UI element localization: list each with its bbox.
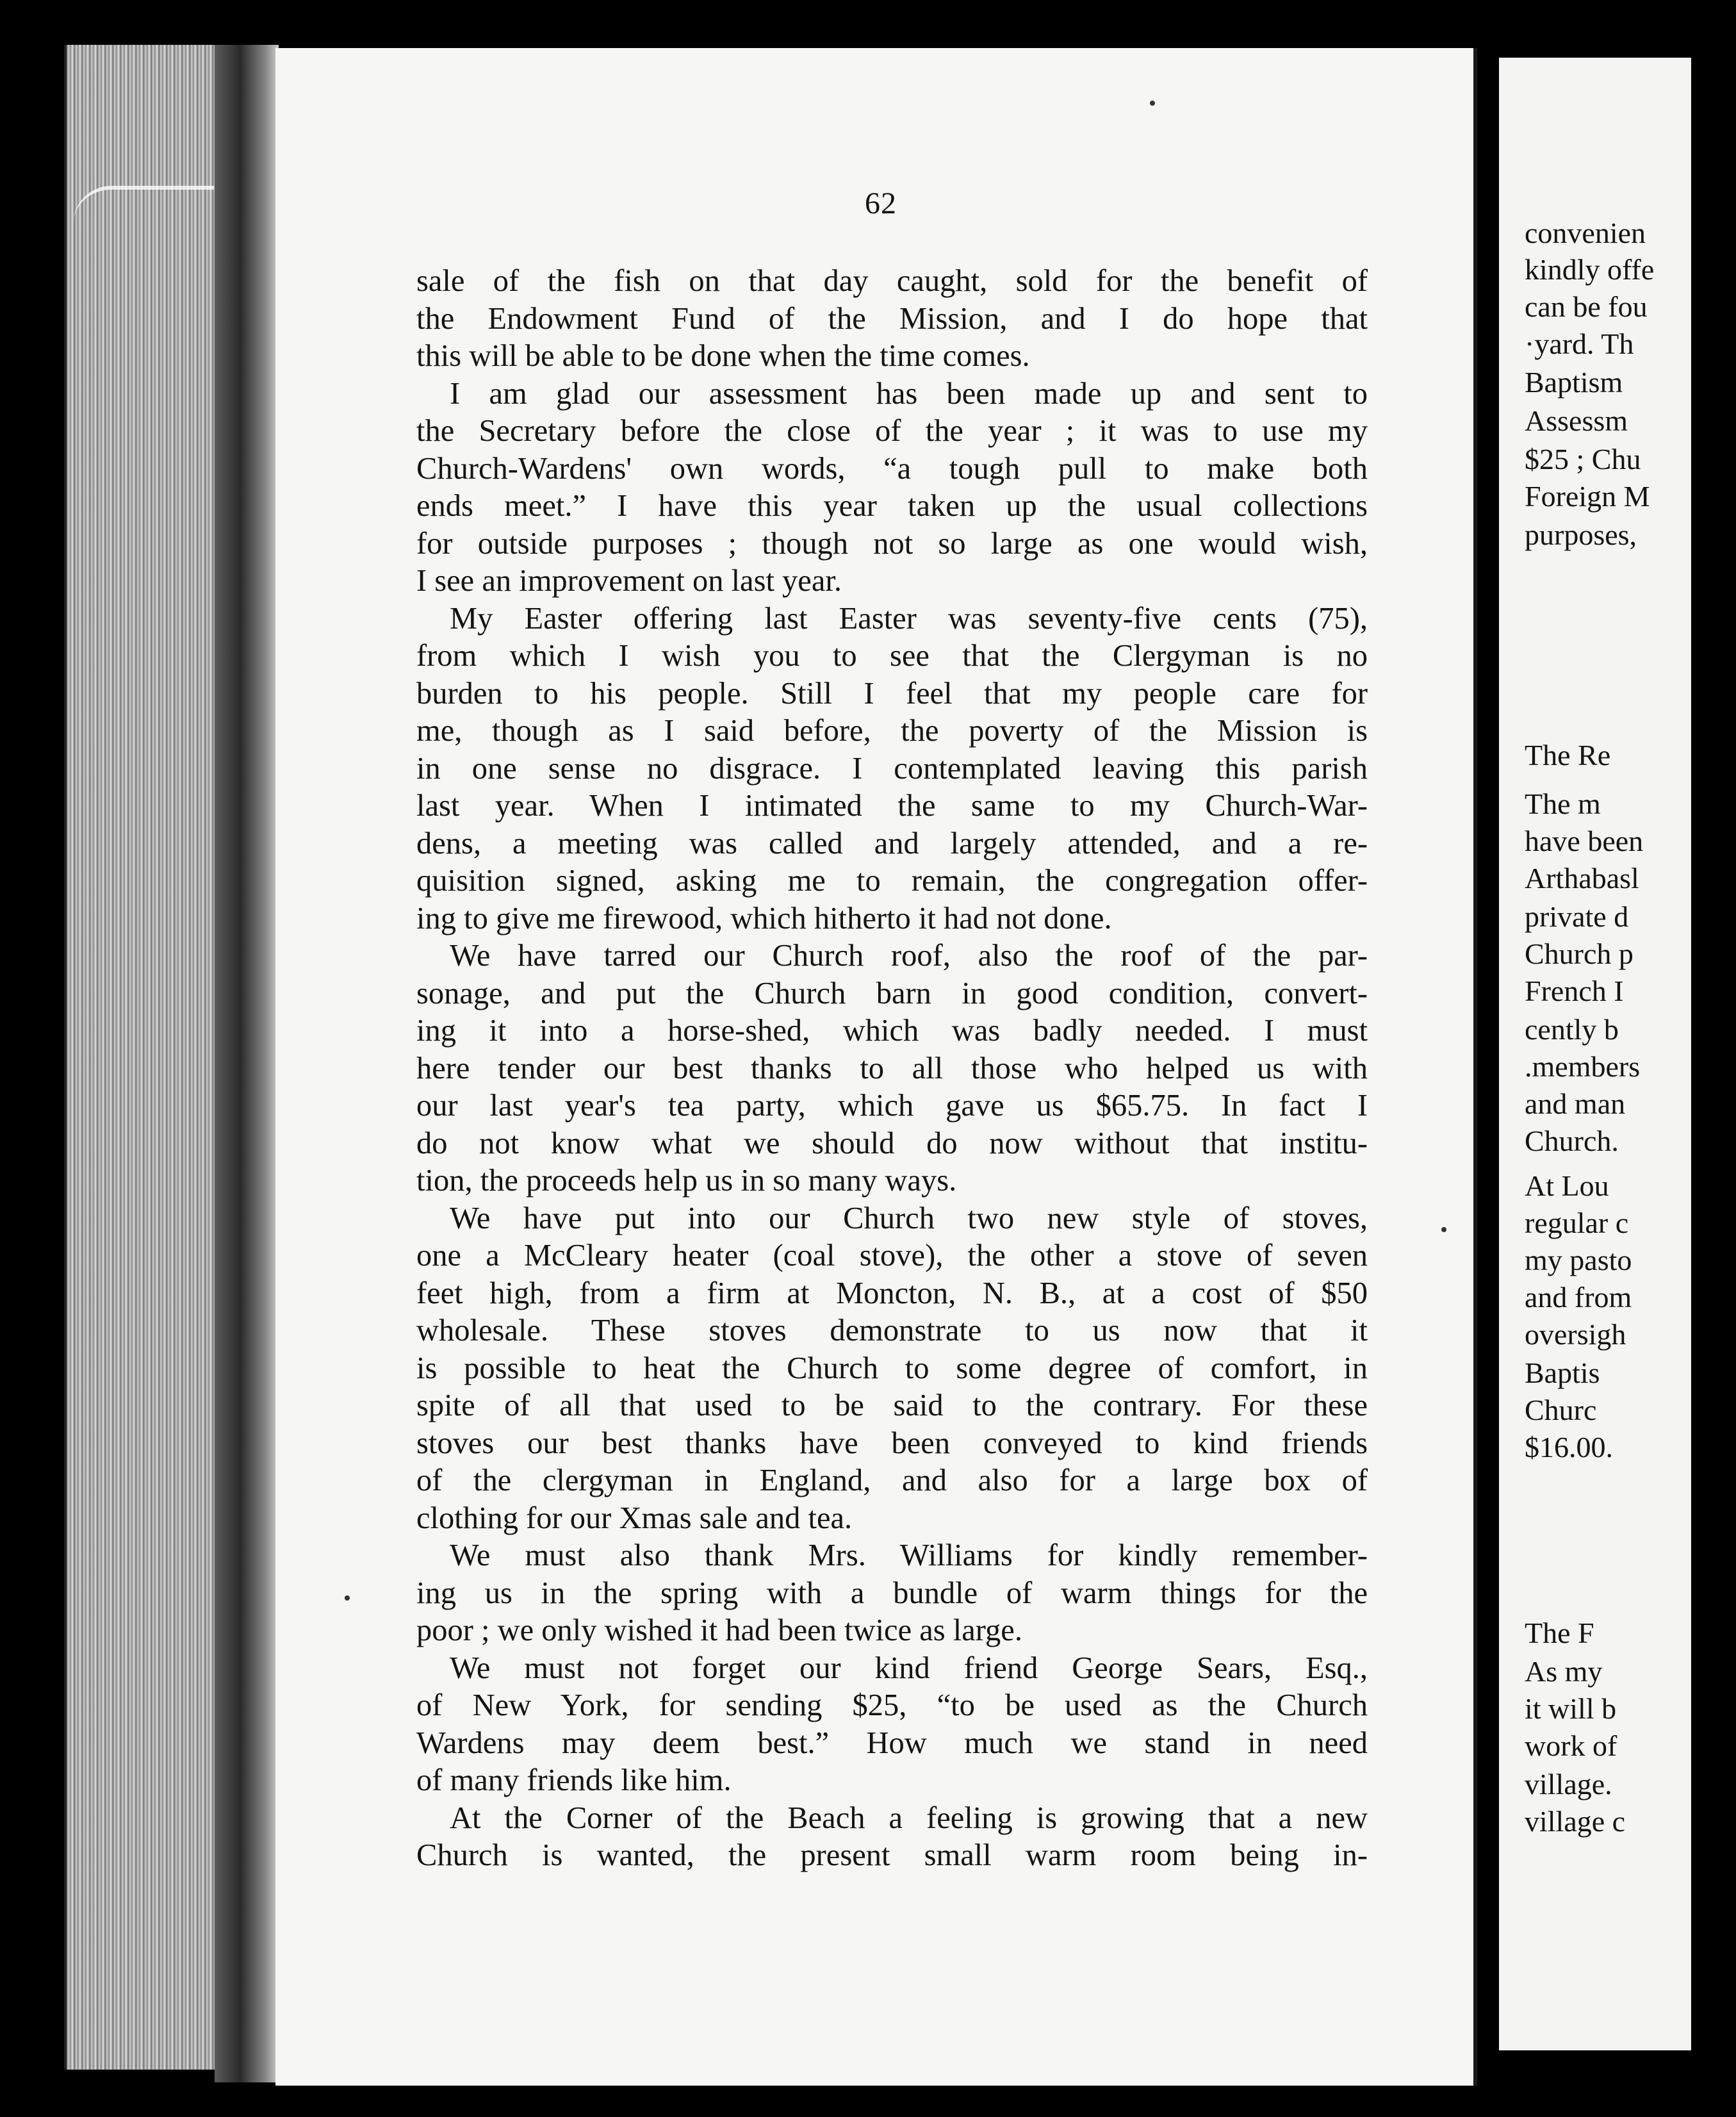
facing-page-line: can be fou bbox=[1525, 290, 1648, 323]
paragraph bbox=[416, 1537, 1368, 1650]
text-line: We have put into our Church two new style of stoves, bbox=[450, 1201, 1368, 1235]
paragraph bbox=[416, 1800, 1368, 1875]
text-line: of New York, for sending $25, “to be used as the Church bbox=[416, 1688, 1368, 1722]
page-number: 62 bbox=[865, 186, 897, 220]
text-line: of many friends like him. bbox=[416, 1763, 732, 1797]
text-line: dens, a meeting was called and largely attended, and a re- bbox=[416, 826, 1368, 861]
text-line: ing it into a horse-shed, which was badly needed. I must bbox=[416, 1014, 1368, 1048]
text-line: wholesale. These stoves demonstrate to us now that it bbox=[416, 1314, 1368, 1347]
text-line: ends meet.” I have this year taken up the usual collections bbox=[416, 489, 1368, 523]
paragraph bbox=[416, 375, 1368, 600]
facing-page-line: Church p bbox=[1525, 937, 1634, 970]
text-line: sonage, and put the Church barn in good condition, convert- bbox=[416, 976, 1368, 1010]
facing-page-line: have been bbox=[1525, 825, 1644, 857]
facing-page-line: ·yard. Th bbox=[1525, 327, 1634, 360]
text-line: for outside purposes ; though not so large as one would wish, bbox=[416, 526, 1368, 561]
text-line: I am glad our assessment has been made up and sent to bbox=[450, 376, 1368, 411]
text-line: tion, the proceeds help us in so many ways. bbox=[416, 1164, 957, 1198]
facing-page-line: Churc bbox=[1525, 1394, 1597, 1426]
facing-page-line: $25 ; Chu bbox=[1525, 443, 1641, 475]
text-line: We must also thank Mrs. Williams for kindly remember- bbox=[450, 1538, 1368, 1572]
text-line: Church is wanted, the present small warm room being in- bbox=[416, 1838, 1368, 1872]
text-line: Church-Wardens' own words, “a tough pull to make both bbox=[416, 451, 1368, 486]
ink-speck bbox=[345, 1595, 350, 1601]
facing-page-line: cently b bbox=[1525, 1013, 1619, 1046]
text-line: We must not forget our kind friend George Sears, Esq., bbox=[450, 1651, 1368, 1685]
facing-page-line: it will b bbox=[1525, 1692, 1617, 1725]
facing-page-line: oversigh bbox=[1525, 1318, 1626, 1351]
facing-page-line: Baptis bbox=[1525, 1356, 1600, 1389]
facing-page-line: At Lou bbox=[1525, 1169, 1609, 1202]
facing-page-line: Arthabasl bbox=[1525, 862, 1639, 894]
text-line: the Secretary before the close of the year ; it was to use my bbox=[416, 414, 1368, 448]
facing-page-line: kindly offe bbox=[1525, 253, 1655, 286]
text-line: of the clergyman in England, and also for a large box of bbox=[416, 1463, 1368, 1497]
facing-page-line: The F bbox=[1525, 1617, 1594, 1649]
facing-page-line: work of bbox=[1525, 1729, 1617, 1762]
text-line: our last year's tea party, which gave us $65.75. In fact I bbox=[416, 1089, 1368, 1123]
facing-page-line: The Re bbox=[1525, 739, 1611, 771]
text-line: quisition signed, asking me to remain, the congregation offer- bbox=[416, 864, 1368, 898]
text-line: stoves our best thanks have been conveyed to kind friends bbox=[416, 1426, 1368, 1460]
text-line: me, though as I said before, the poverty of the Mission is bbox=[416, 714, 1368, 748]
text-line: My Easter offering last Easter was seventy-five cents (75), bbox=[450, 601, 1368, 636]
text-line: one a McCleary heater (coal stove), the other a stove of seven bbox=[416, 1239, 1368, 1273]
facing-page-line: As my bbox=[1525, 1655, 1603, 1688]
text-line: the Endowment Fund of the Mission, and I do hope that bbox=[416, 301, 1368, 336]
facing-page-line: .members bbox=[1525, 1050, 1641, 1083]
facing-page-line: convenien bbox=[1525, 217, 1646, 249]
text-line: is possible to heat the Church to some degree of comfort, in bbox=[416, 1351, 1368, 1385]
facing-page-line: Assessm bbox=[1525, 404, 1628, 437]
facing-page-line: Foreign M bbox=[1525, 480, 1650, 513]
text-line: We have tarred our Church roof, also the roof of the par- bbox=[450, 939, 1368, 973]
facing-page-line: The m bbox=[1525, 787, 1601, 820]
facing-page-line: and from bbox=[1525, 1281, 1632, 1314]
facing-page-line: village. bbox=[1525, 1768, 1612, 1800]
facing-page-line: private d bbox=[1525, 900, 1629, 933]
text-line: spite of all that used to be said to the contrary. For these bbox=[416, 1388, 1368, 1422]
text-line: this will be able to be done when the time comes. bbox=[416, 339, 1030, 373]
text-line: feet high, from a firm at Moncton, N. B., at a cost of $50 bbox=[416, 1276, 1368, 1310]
facing-page-line: Church. bbox=[1525, 1124, 1619, 1157]
facing-page-line: purposes, bbox=[1525, 518, 1637, 551]
text-line: in one sense no disgrace. I contemplated leaving this parish bbox=[416, 751, 1368, 786]
paragraph bbox=[416, 937, 1368, 1200]
facing-page-line: French I bbox=[1525, 975, 1624, 1007]
paragraph bbox=[416, 1650, 1368, 1800]
text-line: I see an improvement on last year. bbox=[416, 564, 842, 598]
text-line: ing us in the spring with a bundle of warm things for the bbox=[416, 1576, 1368, 1610]
text-line: At the Corner of the Beach a feeling is growing that a new bbox=[450, 1800, 1368, 1835]
facing-page-line: my pasto bbox=[1525, 1244, 1632, 1276]
paragraph bbox=[416, 1200, 1368, 1538]
text-line: do not know what we should do now without that institu- bbox=[416, 1126, 1368, 1160]
text-line: last year. When I intimated the same to my Church-War- bbox=[416, 789, 1368, 823]
facing-page-line: village c bbox=[1525, 1805, 1626, 1838]
facing-page-line: regular c bbox=[1525, 1207, 1629, 1239]
facing-page-fragment bbox=[1499, 58, 1691, 2050]
book-page-edges bbox=[64, 45, 220, 2070]
text-line: burden to his people. Still I feel that my people care for bbox=[416, 676, 1368, 711]
text-line: from which I wish you to see that the Clergyman is no bbox=[416, 639, 1368, 673]
facing-page-line: Baptism bbox=[1525, 366, 1623, 399]
text-line: poor ; we only wished it had been twice as large. bbox=[416, 1613, 1022, 1647]
ink-speck bbox=[1150, 101, 1155, 106]
body-text bbox=[416, 263, 1368, 1875]
text-line: sale of the fish on that day caught, sold for the benefit of bbox=[416, 264, 1368, 298]
paper-tab-mark bbox=[73, 186, 214, 267]
text-line: Wardens may deem best.” How much we stand in need bbox=[416, 1726, 1368, 1760]
facing-page-line: $16.00. bbox=[1525, 1431, 1613, 1463]
paragraph bbox=[416, 263, 1368, 375]
text-line: ing to give me firewood, which hitherto it had not done. bbox=[416, 901, 1112, 935]
book-gutter bbox=[215, 45, 279, 2082]
paragraph bbox=[416, 600, 1368, 938]
text-line: here tender our best thanks to all those who helped us with bbox=[416, 1051, 1368, 1085]
text-line: clothing for our Xmas sale and tea. bbox=[416, 1501, 853, 1535]
ink-speck bbox=[1441, 1227, 1446, 1232]
facing-page-line: and man bbox=[1525, 1087, 1626, 1120]
